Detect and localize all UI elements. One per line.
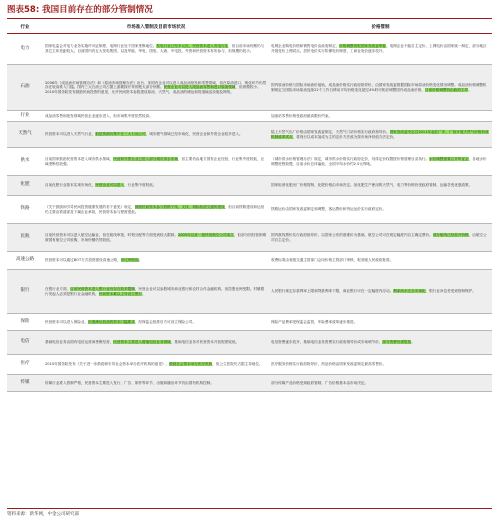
cell-text: 加油站零售价格受政府最高限价约束。 (271, 113, 333, 118)
highlighted-text: 部分资费仍需报批 (382, 340, 412, 345)
industry-cell: 民航 (7, 224, 43, 252)
cell-text: 《城市供水价格管理办法》规定，城市供水价格实行政府定价，具体定价权限按价格管理目录执行。 (271, 156, 430, 161)
access-cell (43, 65, 269, 111)
access-cell (43, 375, 269, 392)
industry-cell: 电信 (7, 331, 43, 355)
cell-text: 保险产品费率受保监会监管，车险费率改革逐步推进。 (271, 319, 358, 324)
cell-text: ，行业集中度较低。 (124, 183, 157, 188)
industry-cell: 传媒 (7, 375, 43, 392)
highlighted-text: 部分航线已经放开价格 (432, 232, 469, 237)
price-cell (269, 331, 492, 355)
industry-cell: 石油 (7, 65, 43, 111)
cell-text: 医疗服务价格实行政府指导价，药品价格由国家发改委制定最高零售价。 (271, 362, 386, 367)
highlighted-text: 鼓励民间资本参与铁路干线、支线、城际轨道交通的建设 (134, 204, 225, 209)
highlighted-text: 但比例较低 (120, 258, 139, 263)
cell-text: 国内原油价格与国际市场油价接轨，成品油价格实行政府指导价，由国家发改委根据国际市场原油价格变化情况调整。成品油价格调整机制规定当国际市场原油连续22个工作日移动平均价格变化超过4%时可相应调整国内成品油价格， (271, 82, 487, 92)
table-row (7, 176, 492, 196)
cell-text: 收费标准由省级交通主管部门会同价格主管部门审核，报省级人民政府批准。 (271, 258, 394, 263)
price-cell (269, 65, 492, 111)
price-cell (269, 176, 492, 196)
cell-text: 传媒行业准入管制严格，民营资本主要进入发行、广告、制作等环节，出版和播出环节仍由国有机构控制。 (45, 380, 214, 385)
cell-text: ，将现行以成本加成为主的定价方法改为按市场净回值方法定价。 (292, 134, 397, 139)
industry-cell: 电力 (7, 34, 43, 65)
access-cell (43, 176, 269, 196)
table-row (7, 252, 492, 270)
price-cell (269, 314, 492, 331)
header-industry: 行业 (7, 21, 43, 34)
cell-text: 目前民营资本可以进入航空运输业，但在航线审批、时刻分配等方面受到较大限制。 (45, 232, 178, 237)
price-cell (269, 270, 492, 314)
highlighted-text: 民营和外资企业已进入部分城市供水市场 (113, 156, 178, 161)
table-row (7, 111, 492, 122)
cell-text: 目前化肥行业基本实现市场化， (45, 183, 96, 188)
cell-text: ，由航空公司自主定价。 (271, 232, 487, 242)
table-row (7, 196, 492, 224)
industry-cell: 天然气 (7, 122, 43, 148)
cell-text: 目前国家鼓励民营资本进入城市供水领域， (45, 156, 114, 161)
cell-text: 《关于鼓励和引导民间投资健康发展的若干意见》规定， (45, 204, 135, 209)
access-cell (43, 224, 269, 252)
highlighted-text: 发电行业已经多元化，民营资本进入发电行业 (156, 44, 229, 49)
cell-text: 民营资本可以通过BOT方式投资建设高速公路， (45, 258, 121, 263)
table-row (7, 270, 492, 314)
table-row (7, 148, 492, 176)
cell-text: 民营资本可以进入保险业， (45, 319, 89, 324)
table-header-row (7, 21, 492, 34)
cell-text: 。 (138, 258, 143, 263)
highlighted-text: 民营企业可以进入 (95, 183, 125, 188)
cell-text: 成品油零售和批发领域民营企业逐步进入，但市场集中度依然较高。 (45, 113, 153, 118)
header-access: 市场准入管制及目前市场状况 (43, 21, 269, 34)
highlighted-text: 国家发改委决定自2011年起在广东、广西开展天然气价格形成机制改革试点 (271, 129, 489, 139)
cell-text: 。电网企业不能自主定价，上网电价由国家统一制定，部分地区开展竞价上网试点。居民电价实行阶梯电价制度，工商业电价逐步放开。 (271, 44, 487, 53)
price-cell (269, 252, 492, 270)
price-cell (269, 355, 492, 375)
source-note: 资料来源：新华网，中金公司研究部 (7, 508, 492, 521)
cell-text: ，但公立医院仍占据主导地位。 (212, 362, 263, 367)
cell-text: 国家取消化肥出厂价格管制，化肥价格由市场决定。但化肥生产使用的天然气、电力等价格仍受政府管制，运输享受优惠政策。 (271, 183, 473, 188)
cell-text: ，但部分因经营困难被国有航空公司收购，市场份额仍然较低。 (45, 232, 267, 242)
cell-text: 在银行业方面， (45, 286, 71, 291)
table-row (7, 331, 492, 355)
table-row (7, 314, 492, 331)
access-cell (43, 270, 269, 314)
cell-text: ，民营企业可以参股城市商业银行和农村合作金融机构，但控股比例受限。村镇银行发起人必须是银行业金融机构， (45, 286, 265, 296)
highlighted-text: 2005年以来一批民营航空公司成立 (177, 232, 234, 237)
cell-text: ，但目前铁路建设和运营仍主要由铁道部及下属企业承担，民营资本参与程度很低。 (45, 204, 265, 214)
highlighted-text: 目前价格调整仍由政府主导 (425, 87, 469, 92)
access-cell (43, 252, 269, 270)
cell-text: 基础电信业务由国有电信运营商垄断经营， (45, 340, 114, 345)
price-cell (269, 122, 492, 148)
access-cell (43, 196, 269, 224)
cell-text: 电信资费逐步放开，基础电信业务资费实行政府指导价或市场调节价， (271, 340, 383, 345)
page-title: 图表58: 我国目前存在的部分管制情况 (7, 0, 492, 19)
cell-text: 部分传媒产品价格受到政府管制，广告价格基本由市场决定。 (271, 380, 369, 385)
access-cell (43, 122, 269, 148)
cell-text: 人民银行规定存款利率上限和贷款利率下限，商业银行可在一定幅度内浮动。 (271, 289, 394, 294)
industry-cell: 医疗 (7, 355, 43, 375)
cell-text: 2006年《成品油市场管理办法》和《原油市场管理办法》出台，非国有企业可以进入成品油批发和零售领域，但在原油进口、炼化环节仍然存在较高准入门槛。国内三大石油公司占据上游勘探开采的绝大部分份额。 (45, 80, 267, 90)
industry-cell: 铁路 (7, 196, 43, 224)
highlighted-text: 鼓励社会资本举办医疗机构 (169, 362, 213, 367)
cell-text: 国家电监会对电力业务实施许可证制度，电网行业处于国家垄断地位。 (45, 44, 157, 49)
cell-text: ，城市燃气领域已经市场化，民营企业和外资企业较多进入。 (145, 132, 243, 137)
regulation-table (7, 21, 492, 392)
table-row (7, 375, 492, 392)
cell-text: ，经保监会批准后方可设立保险公司。 (134, 319, 196, 324)
highlighted-text: 民营企业可以进入成品油零售和进口原油领域 (163, 85, 236, 90)
price-cell (269, 196, 492, 224)
cell-text: ，各地水价调整进程较慢，目前水价总体偏低，全国平均水价约2.5元每吨。 (271, 156, 487, 166)
access-cell (43, 314, 269, 331)
cell-text: 铁路运价由国家发改委制定和调整，客运票价和货运运价实行政府定价。 (271, 207, 386, 212)
table-row (7, 65, 492, 111)
price-cell (269, 224, 492, 252)
cell-text: ，但规模较小。2010年国务院发布鼓励民间投资的意见，允许民间资本参股建设原油、天然气、成品油的储运和管道输送设施及网络。 (45, 85, 261, 94)
access-cell (43, 111, 269, 122)
cell-text: 国内航线票价实行政府指导价，以国家公布的基准价为基础，航空公司可在规定幅度内自主确定票价。 (271, 232, 433, 237)
highlighted-text: 价格调整须报国家发改委审批 (339, 44, 386, 49)
cell-text: ，但主要仍由地方国有企业经营，行业集中度较低，区域垄断性较强。 (45, 156, 265, 166)
table-row (7, 355, 492, 375)
table-row (7, 34, 492, 65)
highlighted-text: 民营资本主要进入增值电信业务领域 (113, 340, 171, 345)
highlighted-text: 民间资本难以主导设立银行 (98, 291, 143, 296)
cell-text: 。 (142, 291, 146, 296)
highlighted-text: 但需满足较高的资本门槛要求 (88, 319, 135, 324)
highlighted-text: 利率尚未完全市场化 (393, 289, 426, 294)
industry-cell: 高速公路 (7, 252, 43, 270)
price-cell (269, 148, 492, 176)
cell-text: ，但目前市场份额仍与其它主体差距较大。目前国内有五大发电集团，以及华能、华电、国电、大唐、中电投，外资和民营资本有所参与，但规模仍较小。 (45, 44, 265, 53)
header-price: 价格管制 (269, 21, 492, 34)
industry-cell: 行业 (7, 111, 43, 122)
access-cell (43, 355, 269, 375)
price-cell (269, 111, 492, 122)
cell-text: ，基础电信业务对民营资本开放程度较低。 (170, 340, 240, 345)
access-cell (43, 331, 269, 355)
access-cell (43, 34, 269, 65)
highlighted-text: 但是资源仍集中在三大石油公司 (95, 132, 146, 137)
highlighted-text: 水价调整需要召开听证会 (429, 156, 469, 161)
cell-text: ，银行业净息差受到管制保护。 (425, 289, 476, 294)
industry-cell: 化肥 (7, 176, 43, 196)
table-row (7, 122, 492, 148)
industry-cell: 银行 (7, 270, 43, 314)
price-cell (269, 34, 492, 65)
cell-text: 2010年国务院发布《关于进一步鼓励和引导社会资本举办医疗机构的意见》， (45, 362, 170, 367)
price-cell (269, 375, 492, 392)
cell-text: 。 (411, 340, 415, 345)
industry-cell: 保险 (7, 314, 43, 331)
access-cell (43, 148, 269, 176)
cell-text: 陆上天然气出厂价格由国家发改委制定，天然气门站价格实行政府指导价。 (271, 129, 390, 134)
table-row (7, 224, 492, 252)
highlighted-text: 目前民营资本进入银行业仍存在较多限制 (70, 286, 135, 291)
cell-text: 民营资本可以进入天然气行业， (45, 132, 96, 137)
cell-text: 。 (468, 87, 472, 92)
cell-text: 电网企业购电价格和销售电价由政府制定， (271, 44, 340, 49)
industry-cell: 供水 (7, 148, 43, 176)
